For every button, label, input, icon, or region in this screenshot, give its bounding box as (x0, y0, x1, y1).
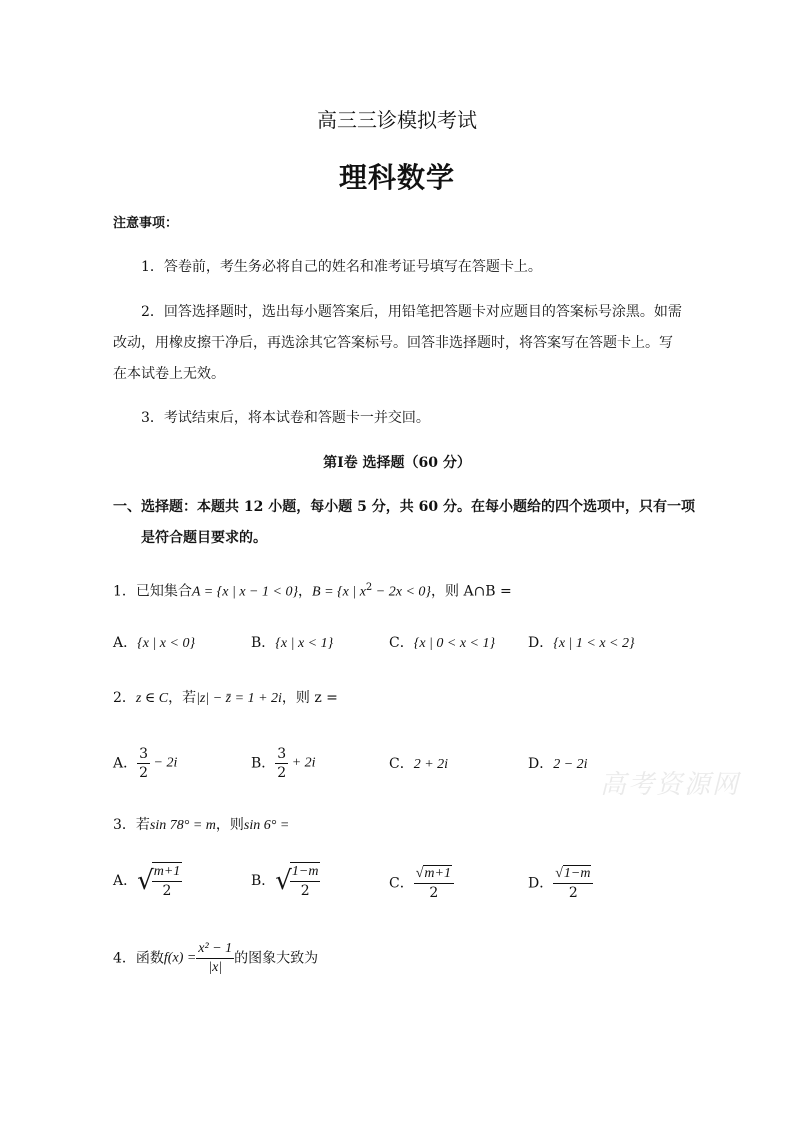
part1-title: 第Ⅰ卷 选择题（60 分） (323, 455, 471, 471)
q2-option-d (528, 754, 588, 775)
q2-tail: ，则 z = (281, 690, 338, 706)
q2-option-a-den: 2 (139, 765, 149, 781)
q3-math-2: sin 6° = (243, 818, 290, 833)
note-item-2-line2: 改动，用橡皮擦干净后，再选涂其它答案标号。回答非选择题时，将答案写在答题卡上。写 (113, 335, 673, 351)
q2-option-c-text: 2 + 2i (413, 757, 449, 772)
q3-option-d-label: D． (528, 875, 554, 892)
q3-prefix: 3．若 (113, 817, 150, 833)
q1-option-c-label: C． (389, 635, 414, 651)
question-1-stem (113, 578, 512, 603)
q4-fx: f(x) = (163, 950, 197, 966)
q2-option-c-label: C． (389, 756, 414, 772)
q3-option-d-den: 2 (568, 885, 578, 901)
q4-den: |x| (208, 960, 223, 975)
q2-option-a-num: 3 (139, 746, 149, 762)
q3-math-1: sin 78° = m (149, 818, 216, 833)
q2-option-a (113, 745, 177, 782)
q3-option-c-label: C． (389, 875, 414, 892)
question-3-stem (113, 815, 289, 836)
q3-option-a (113, 862, 182, 900)
q3-option-b-num: 1−m (290, 863, 321, 882)
q4-tail: 的图象大致为 (234, 950, 319, 967)
q3-option-c (389, 865, 454, 902)
q4-fraction (196, 940, 234, 977)
q2-option-b-label: B． (251, 755, 276, 772)
q1-option-d-label: D． (528, 635, 554, 651)
part1-instruction-line2: 是符合题目要求的。 (141, 530, 267, 546)
exam-title: 高三三诊模拟考试 (317, 108, 477, 132)
q1-option-b-label: B． (251, 635, 276, 651)
q1-option-a (113, 633, 195, 654)
q2-math-1: z ∈ C (135, 691, 169, 706)
watermark-logo: 高考资源网 (600, 770, 741, 800)
q4-prefix: 4．函数 (113, 950, 164, 967)
q4-num: x² − 1 (196, 940, 234, 959)
q1-option-a-text: {x | x < 0} (137, 636, 196, 651)
q3-option-d-fraction: $\frac{√1-m}{2}$ (553, 865, 593, 902)
q2-option-d-text: 2 − 2i (553, 757, 588, 772)
q3-option-b-label: B． (251, 873, 276, 889)
q3-option-c-den: 2 (429, 885, 439, 901)
q1-option-b (251, 633, 333, 654)
q1-option-d-text: {x | 1 < x < 2} (553, 636, 635, 651)
q2-option-b-rest: + 2i (288, 755, 316, 771)
q2-option-a-rest: − 2i (150, 755, 178, 771)
question-2-stem (113, 688, 338, 709)
note-item-2-line3: 在本试卷上无效。 (113, 366, 225, 382)
q3-option-a-num: m+1 (152, 863, 183, 882)
q3-option-c-fraction: $\frac{√m+1}{2}$ (414, 865, 454, 902)
note-item-3: 3．考试结束后，将本试卷和答题卡一并交回。 (141, 410, 430, 426)
q2-option-a-label: A． (113, 755, 138, 772)
q2-option-b (251, 745, 316, 782)
q1-set-a: A = {x | x − 1 < 0} (191, 584, 299, 600)
q3-option-a-label: A． (113, 873, 138, 889)
note-item-2-line1: 2．回答选择题时，选出每小题答案后，用铅笔把答题卡对应题目的答案标号涂黑。如需 (141, 304, 682, 320)
q2-mid: ，若 (168, 690, 197, 706)
q3-option-d (528, 865, 593, 902)
q1-option-b-text: {x | x < 1} (275, 636, 334, 651)
q2-option-b-num: 3 (277, 746, 287, 762)
note-item-1: 1．答卷前，考生务必将自己的姓名和准考证号填写在答题卡上。 (141, 259, 542, 275)
q1-option-a-label: A． (113, 635, 138, 651)
q1-set-b-prefix: B = {x | x (312, 584, 366, 600)
q3-option-a-radical: √ $\frac{m+1}{2}$ (137, 864, 181, 899)
q3-option-c-num: m+1 (424, 866, 451, 881)
q2-option-d-label: D． (528, 756, 554, 772)
q1-set-b-suffix: − 2x < 0} (372, 584, 432, 600)
q2-math-2: |z| − z̄ = 1 + 2i (196, 691, 282, 706)
q1-option-c-text: {x | 0 < x < 1} (413, 636, 496, 651)
q2-option-c (389, 754, 448, 775)
q2-option-b-fraction (275, 745, 288, 782)
q1-prefix: 1．已知集合 (113, 583, 192, 600)
q3-option-d-num: 1−m (563, 866, 591, 881)
q2-option-a-fraction (137, 745, 150, 782)
subject-title: 理科数学 (338, 161, 455, 194)
q3-option-b-den: 2 (300, 883, 310, 899)
q1-sep: ， (298, 583, 313, 600)
q1-option-c (389, 633, 495, 654)
q1-tail: ，则 A∩B = (431, 583, 512, 600)
notes-heading: 注意事项： (113, 216, 179, 231)
q2-option-b-den: 2 (277, 765, 287, 781)
q2-prefix: 2． (113, 690, 136, 706)
q1-option-d (528, 633, 635, 654)
q3-option-a-den: 2 (162, 883, 172, 899)
question-4-stem (113, 940, 318, 977)
q3-option-b-radical: √ $\frac{1-m}{2}$ (275, 864, 319, 899)
q3-mid: ，则 (215, 817, 244, 833)
q3-option-b (251, 862, 320, 900)
q1-set-b-sup: 2 (365, 582, 373, 593)
part1-instruction-line1: 一、选择题：本题共 12 小题，每小题 5 分，共 60 分。在每小题给的四个选项中，只有一项 (113, 499, 695, 515)
